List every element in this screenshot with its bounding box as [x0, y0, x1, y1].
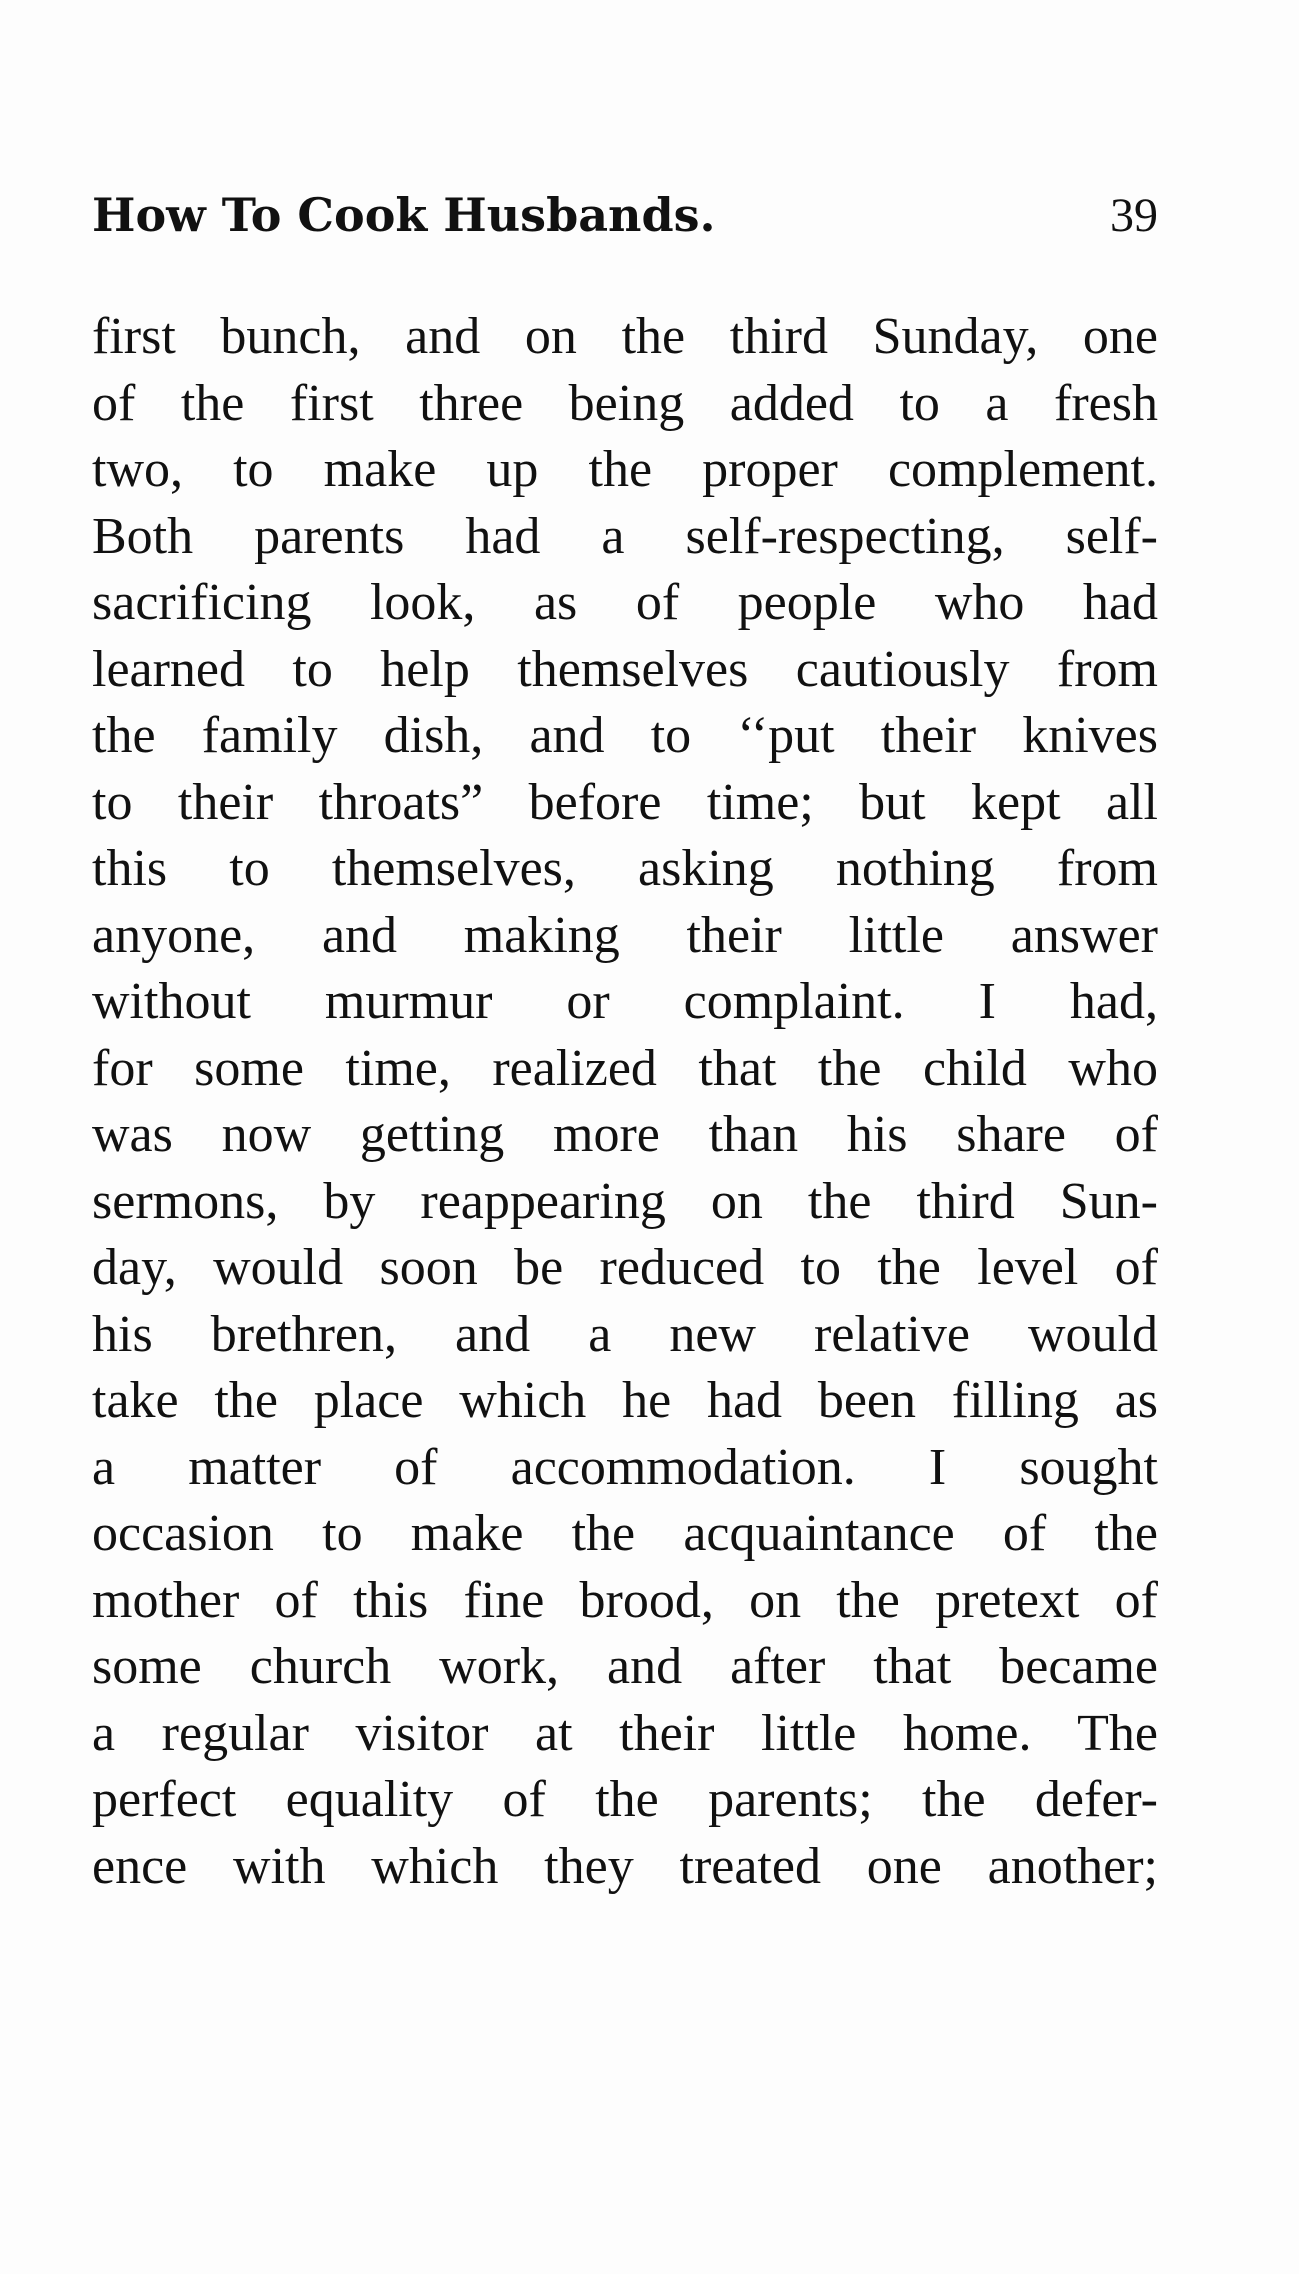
text-line: sermons, by reappearing on the third Sun-: [92, 1172, 1158, 1230]
text-line: a matter of accommodation. I sought: [92, 1438, 1158, 1496]
text-line: some church work, and after that became: [92, 1638, 1158, 1695]
running-head: [92, 188, 1158, 258]
text-line: two, to make up the proper complement.: [92, 441, 1158, 498]
text-line: was now getting more than his share of: [92, 1106, 1158, 1163]
text-line: take the place which he had been filling as: [92, 1372, 1158, 1429]
text-line: perfect equality of the parents; the defer-: [92, 1771, 1158, 1828]
text-line: anyone, and making their little answer: [92, 906, 1158, 964]
text-line: Both parents had a self-respecting, self-: [92, 507, 1158, 565]
running-title: How To Cook Husbands.: [92, 188, 716, 242]
text-line: without murmur or complaint. I had,: [92, 973, 1158, 1030]
text-line: mother of this fine brood, on the pretext of: [92, 1571, 1158, 1629]
body-paragraph: [92, 304, 1158, 1900]
text-line: ence with which they treated one another;: [92, 1837, 1158, 1895]
text-line: for some time, realized that the child who: [92, 1039, 1158, 1097]
page-number: 39: [1110, 189, 1158, 242]
text-line: sacrificing look, as of people who had: [92, 574, 1158, 631]
text-line: this to themselves, asking nothing from: [92, 840, 1158, 897]
text-line: the family dish, and to ‘‘put their knives: [92, 707, 1158, 764]
text-line: a regular visitor at their little home. The: [92, 1704, 1158, 1762]
text-line: learned to help themselves cautiously from: [92, 640, 1158, 698]
text-line: of the first three being added to a fresh: [92, 374, 1158, 432]
text-line: first bunch, and on the third Sunday, one: [92, 308, 1158, 365]
text-line: day, would soon be reduced to the level of: [92, 1239, 1158, 1296]
text-line: his brethren, and a new relative would: [92, 1305, 1158, 1363]
text-line: to their throats” before time; but kept all: [92, 773, 1158, 831]
text-line: occasion to make the acquaintance of the: [92, 1505, 1158, 1562]
scan-speck: [1277, 2242, 1287, 2256]
